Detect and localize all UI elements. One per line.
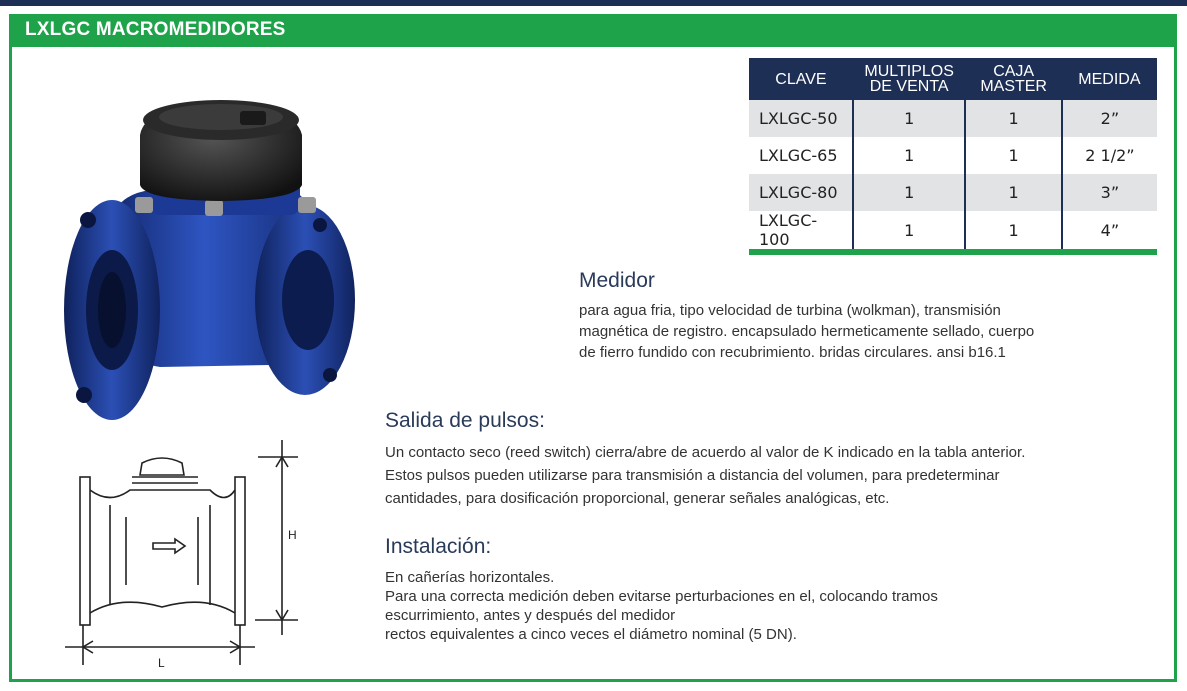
column-header-caja: CAJA MASTER bbox=[965, 58, 1061, 100]
medidor-description: para agua fria, tipo velocidad de turbina (wolkman), transmisión magnética de registro. encapsulado hermeticamente sellado, cuerpo de fierro fundido con recubrimiento. bridas circulares. ansi b16.1 bbox=[579, 302, 1035, 361]
cell-clave: LXLGC-50 bbox=[749, 100, 853, 137]
column-header-clave: CLAVE bbox=[749, 58, 853, 100]
salida-description: Un contacto seco (reed switch) cierra/abre de acuerdo al valor de K indicado en la tabla anterior. Estos pulsos pueden utilizarse para transmisión a distancia del volumen, para predeterminar cantidades, para dosificación proporcional, generar señales analógicas, etc. bbox=[385, 444, 1026, 507]
water-meter-photo bbox=[40, 75, 370, 430]
instalacion-title: Instalación: bbox=[385, 535, 492, 558]
dimension-h-label: H bbox=[288, 528, 297, 542]
table-header-row bbox=[749, 58, 1157, 100]
table-row bbox=[749, 174, 1157, 211]
page-title: LXLGC MACROMEDIDORES bbox=[25, 19, 286, 40]
cell-multiplos: 1 bbox=[853, 174, 966, 211]
salida-title: Salida de pulsos: bbox=[385, 409, 545, 432]
cell-clave: LXLGC-65 bbox=[749, 137, 853, 174]
dimension-l-label: L bbox=[158, 656, 165, 670]
dimension-diagram bbox=[50, 435, 320, 680]
cell-caja: 1 bbox=[965, 100, 1061, 137]
cell-caja: 1 bbox=[965, 174, 1061, 211]
cell-clave: LXLGC-80 bbox=[749, 174, 853, 211]
instalacion-description: En cañerías horizontales. Para una correcta medición deben evitarse perturbaciones en el, colocando tramos escurrimiento, antes y después del medidor rectos equivalentes a cinco veces el diámetro nominal (5 DN). bbox=[385, 569, 938, 643]
table-row bbox=[749, 211, 1157, 252]
table-row bbox=[749, 100, 1157, 137]
title-banner bbox=[9, 14, 1177, 47]
cell-caja: 1 bbox=[965, 137, 1061, 174]
cell-multiplos: 1 bbox=[853, 100, 966, 137]
cell-multiplos: 1 bbox=[853, 211, 966, 252]
cell-multiplos: 1 bbox=[853, 137, 966, 174]
spec-table bbox=[749, 58, 1157, 255]
cell-medida: 2 1/2” bbox=[1062, 137, 1157, 174]
top-bar bbox=[0, 0, 1187, 6]
column-header-multiplos: MULTIPLOS DE VENTA bbox=[853, 58, 966, 100]
cell-caja: 1 bbox=[965, 211, 1061, 252]
column-header-medida: MEDIDA bbox=[1062, 58, 1157, 100]
cell-medida: 2” bbox=[1062, 100, 1157, 137]
cell-clave: LXLGC-100 bbox=[749, 211, 853, 252]
cell-medida: 3” bbox=[1062, 174, 1157, 211]
table-row bbox=[749, 137, 1157, 174]
medidor-title: Medidor bbox=[579, 269, 655, 292]
cell-medida: 4” bbox=[1062, 211, 1157, 252]
